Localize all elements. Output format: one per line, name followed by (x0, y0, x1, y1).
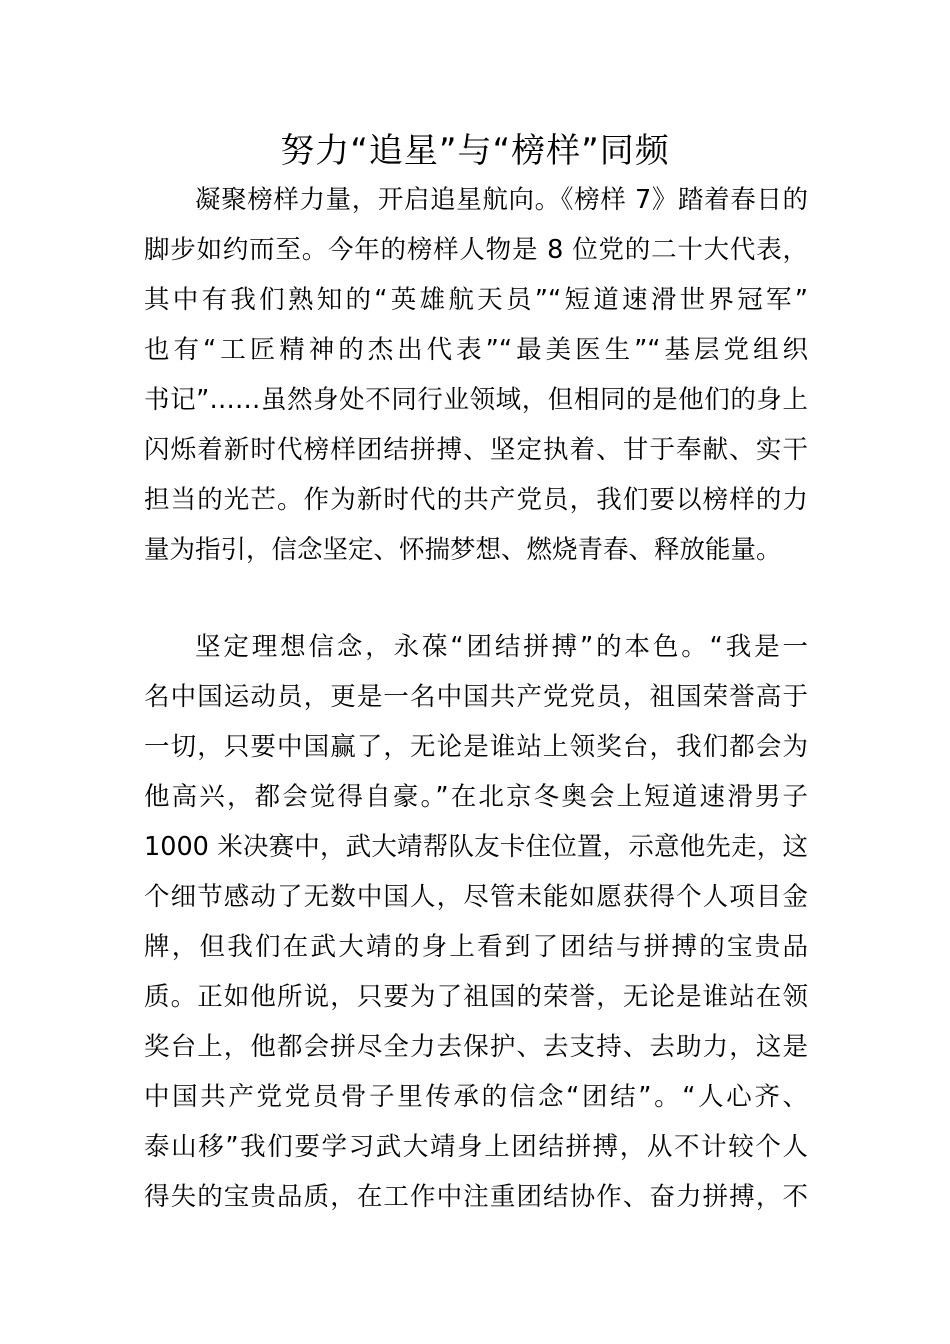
paragraph-line: 坚定理想信念，永葆“团结拼搏”的本色。“我是一 (195, 632, 808, 662)
paragraph-line: 闪烁着新时代榜样团结拼搏、坚定执着、甘于奉献、实干 (144, 435, 808, 465)
paragraph-line: 书记”……虽然身处不同行业领域，但相同的是他们的身上 (144, 385, 808, 415)
paragraph-line: 量为指引，信念坚定、怀揣梦想、燃烧青春、释放能量。 (144, 535, 782, 565)
paragraph-line: 奖台上，他都会拼尽全力去保护、去支持、去助力，这是 (144, 1032, 808, 1062)
paragraph-line: 牌，但我们在武大靖的身上看到了团结与拼搏的宝贵品 (144, 932, 808, 962)
paragraph-line: 个细节感动了无数中国人，尽管未能如愿获得个人项目金 (144, 882, 808, 912)
paragraph-line: 得失的宝贵品质，在工作中注重团结协作、奋力拼搏，不 (144, 1182, 808, 1212)
paragraph-line: 泰山移”我们要学习武大靖身上团结拼搏，从不计较个人 (144, 1132, 808, 1162)
paragraph-line: 名中国运动员，更是一名中国共产党党员，祖国荣誉高于 (144, 682, 808, 712)
paragraph-line: 担当的光芒。作为新时代的共产党员，我们要以榜样的力 (144, 485, 808, 515)
page-title: 努力“追星”与“榜样”同频 (280, 131, 670, 171)
paragraph-line: 质。正如他所说，只要为了祖国的荣誉，无论是谁站在领 (144, 982, 808, 1012)
paragraph-line: 中国共产党党员骨子里传承的信念“团结”。“人心齐、 (144, 1082, 808, 1112)
paragraph-line: 1000 米决赛中，武大靖帮队友卡住位置，示意他先走，这 (144, 832, 808, 862)
paragraph-line: 他高兴，都会觉得自豪。”在北京冬奥会上短道速滑男子 (144, 782, 808, 812)
paragraph-line: 其中有我们熟知的“英雄航天员”“短道速滑世界冠军” (144, 285, 808, 315)
paragraph-line: 也有“工匠精神的杰出代表”“最美医生”“基层党组织 (144, 335, 808, 365)
paragraph-line: 脚步如约而至。今年的榜样人物是 8 位党的二十大代表， (144, 235, 808, 265)
paragraph-line: 一切，只要中国赢了，无论是谁站上领奖台，我们都会为 (144, 732, 808, 762)
paragraph-line: 凝聚榜样力量，开启追星航向。《榜样 7》踏着春日的 (195, 185, 808, 215)
